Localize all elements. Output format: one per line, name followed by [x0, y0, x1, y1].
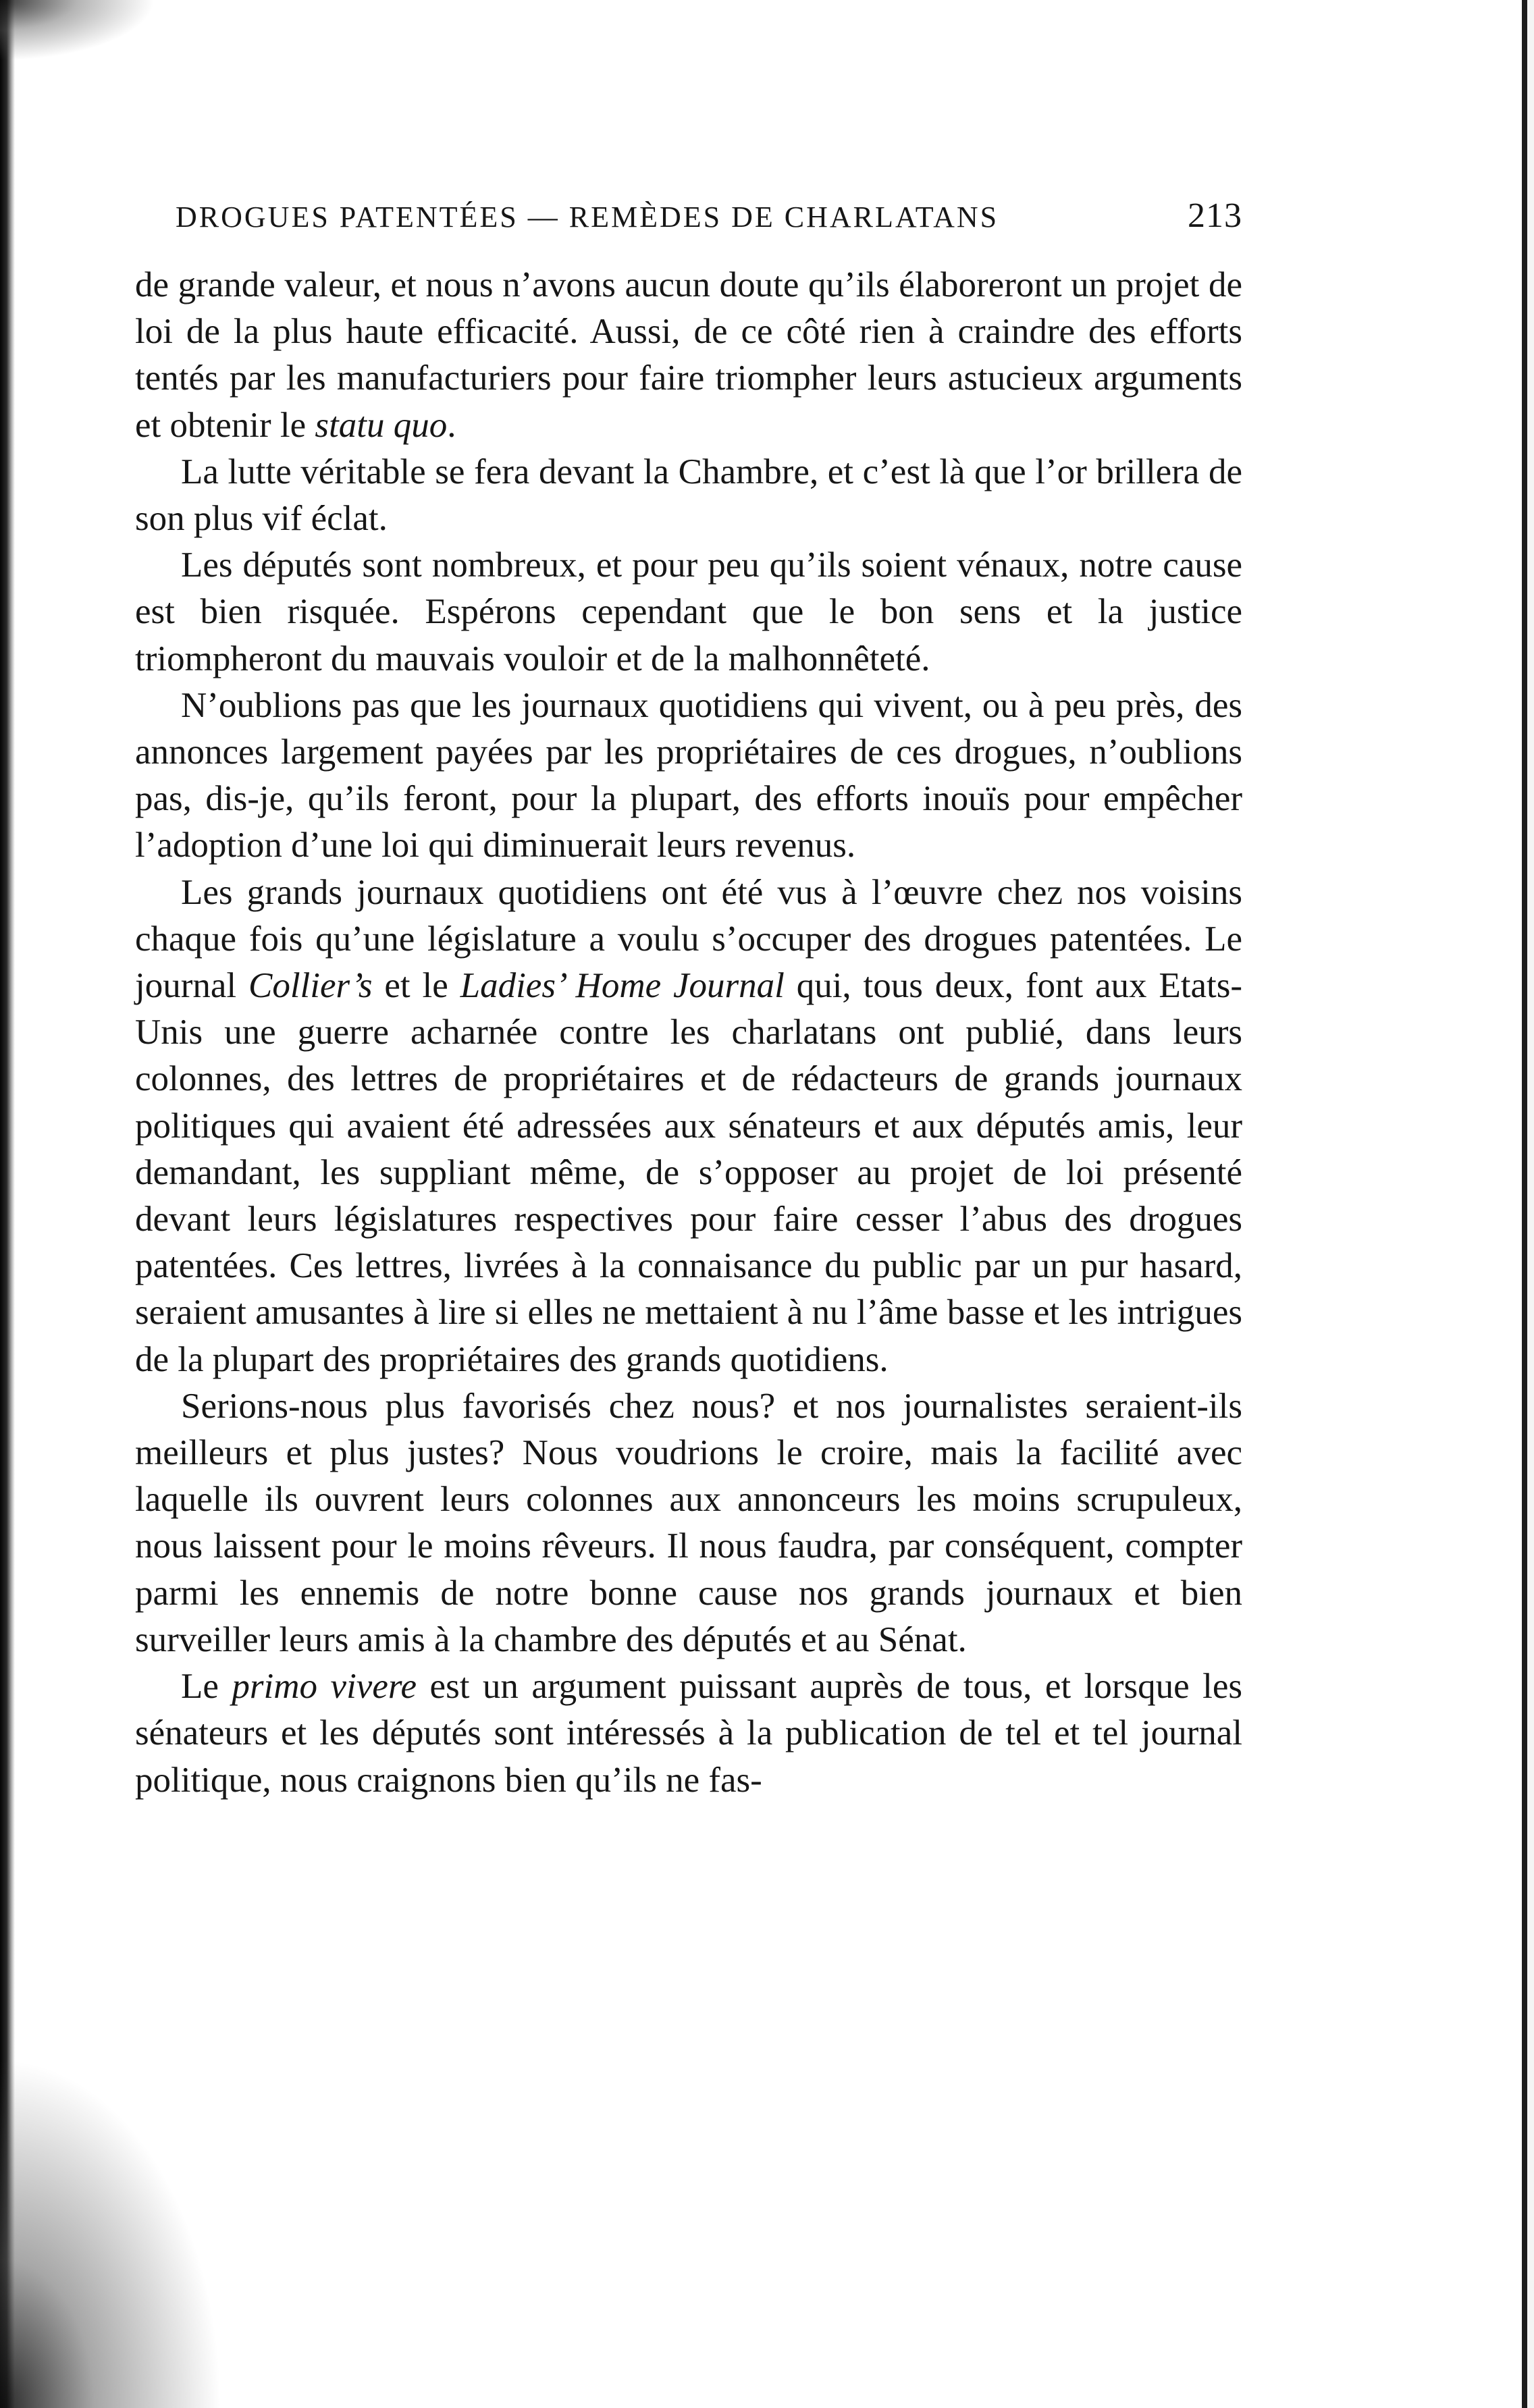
text-run: Serions-nous plus favorisés chez nous? et nos journalistes seraient-ils meilleurs et plus justes? Nous voudrions le croire, mais la facilité avec laquelle ils ouvrent leurs colonnes aux annonceurs les moins scrupuleux, nous laissent pour le moins rêveurs. Il nous faudra, par conséquent, compter parmi les ennemis de notre bonne cause nos grands journaux et bien surveiller leurs amis à la chambre des députés et au Sénat.: [135, 1386, 1242, 1659]
scan-shadow-bottom-left: [0, 2057, 223, 2408]
paragraph: [135, 1383, 1242, 1663]
paragraph: [135, 262, 1242, 449]
paragraph: [135, 869, 1242, 1383]
running-head-title: DROGUES PATENTÉES — REMÈDES DE CHARLATANS: [176, 200, 999, 234]
page-edge-right-margin: [1527, 0, 1534, 2408]
italic-text: primo vivere: [232, 1667, 417, 1707]
italic-text: Ladies’ Home Journal: [460, 966, 785, 1006]
page-edge-right: [1522, 0, 1527, 2408]
paragraph: [135, 449, 1242, 542]
paragraph: [135, 542, 1242, 683]
body-text: [135, 262, 1242, 1804]
text-run: N’oublions pas que les journaux quotidiens qui vivent, ou à peu près, des annonces largement payées par les propriétaires de ces drogues, n’oublions pas, dis-je, qu’ils feront, pour la plupart, des efforts inouïs pour empêcher l’adoption d’une loi qui diminuerait leurs revenus.: [135, 685, 1242, 865]
running-head: [135, 196, 1242, 236]
text-run: est un argument puissant auprès de tous, et lorsque les sénateurs et les députés sont intéressés à la publication de tel et tel journal politique, nous craignons bien qu’ils ne fas-: [135, 1667, 1242, 1800]
text-run: et le: [372, 966, 460, 1006]
binding-shadow-left: [0, 0, 15, 2408]
paragraph: [135, 1663, 1242, 1804]
paragraph: [135, 683, 1242, 869]
page-number: 213: [1188, 196, 1242, 235]
scan-shadow-top-left: [0, 0, 155, 61]
text-run: Les députés sont nombreux, et pour peu qu’ils soient vénaux, notre cause est bien risquée. Espérons cependant que le bon sens et la justice triompheront du mauvais vouloir et de la malhonnêteté.: [135, 545, 1242, 678]
text-run: qui, tous deux, font aux Etats-Unis une guerre acharnée contre les charlatans ont publié, dans leurs colonnes, des lettres de propriétaires et de rédacteurs de grands journaux politiques qui avaient été adressées aux sénateurs et aux députés amis, leur demandant, les suppliant même, de s’opposer au projet de loi présenté devant leurs législatures respectives pour faire cesser l’abus des drogues patentées. Ces lettres, livrées à la connaisance du public par un pur hasard, seraient amusantes à lire si elles ne mettaient à nu l’âme basse et les intrigues de la plupart des propriétaires des grands quotidiens.: [135, 966, 1243, 1379]
italic-text: statu quo: [315, 405, 448, 445]
text-run: Les grands journaux quotidiens ont été vus à l’œuvre chez nos voisins chaque fois qu’une législature a voulu s’occuper des drogues patentées. Le journal: [135, 872, 1242, 1006]
text-run: .: [447, 405, 456, 445]
italic-text: Collier’s: [248, 966, 373, 1006]
text-run: Le: [181, 1667, 232, 1707]
text-run: La lutte véritable se fera devant la Chambre, et c’est là que l’or brillera de son plus vif éclat.: [135, 452, 1242, 539]
book-page: [135, 196, 1242, 1804]
text-run: de grande valeur, et nous n’avons aucun doute qu’ils élaboreront un projet de loi de la plus haute efficacité. Aussi, de ce côté rien à craindre des efforts tentés par les manufacturiers pour faire triompher leurs astucieux arguments et obtenir le: [135, 265, 1242, 445]
